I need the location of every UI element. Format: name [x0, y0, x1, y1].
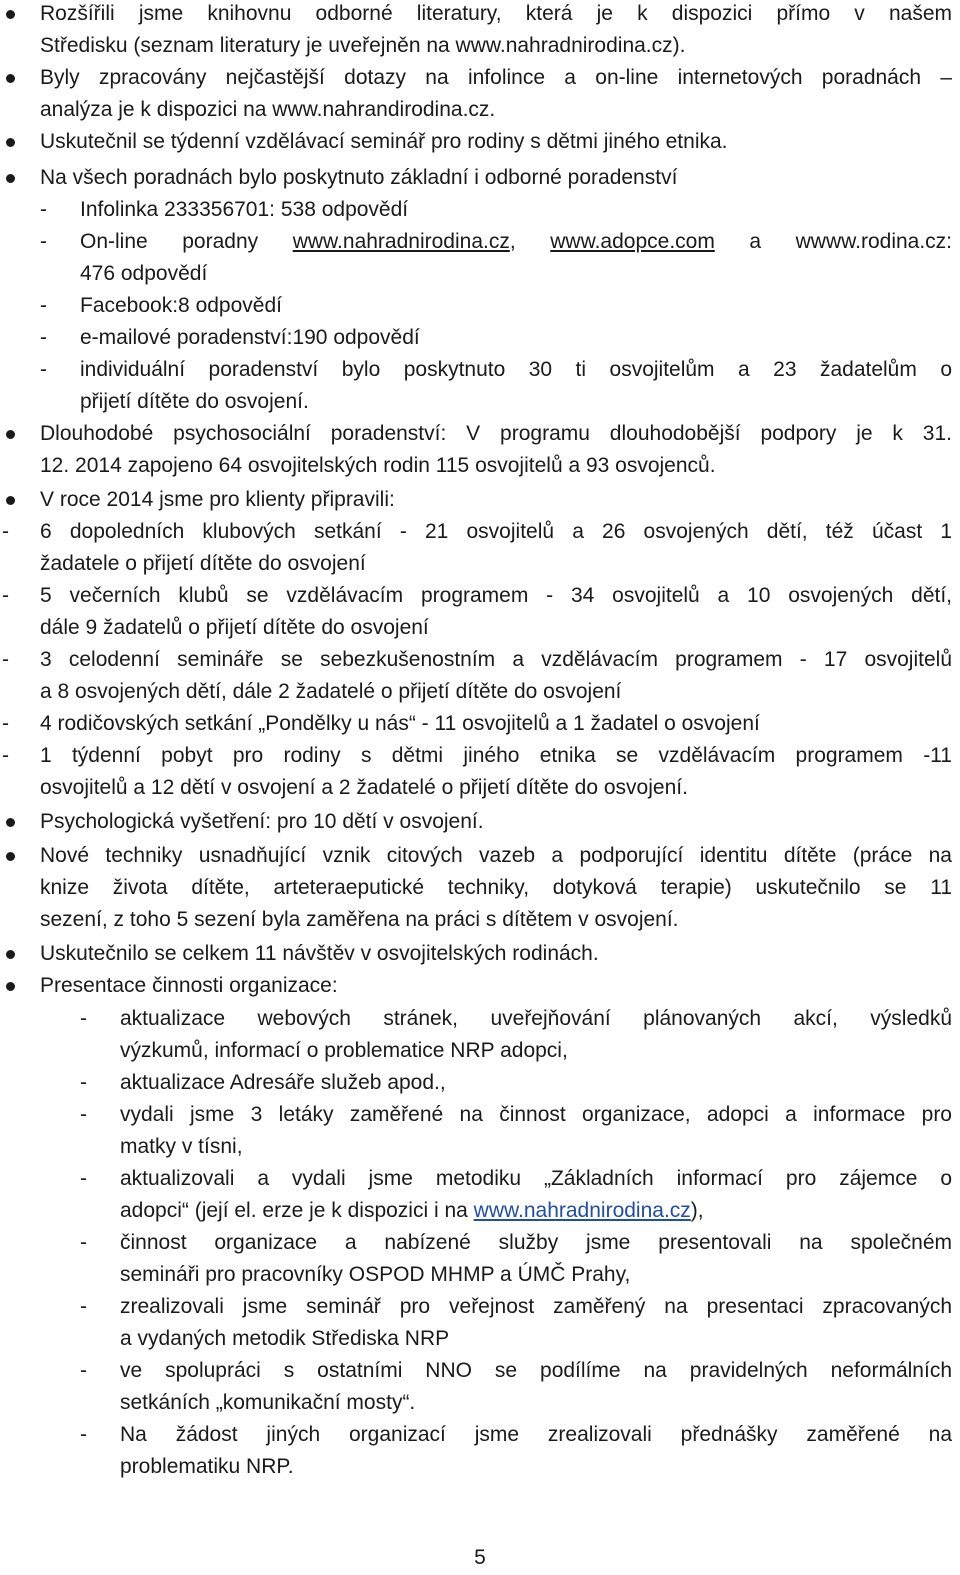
text-segment: aktualizace webových stránek, uveřejňování plánovaných akcí, výsledků — [120, 1007, 952, 1030]
line-text — [40, 418, 952, 450]
line-text — [80, 322, 952, 354]
dash-item — [0, 226, 960, 258]
line-text — [40, 126, 952, 158]
text-segment: Středisku (seznam literatury je uveřejněn na www.nahradnirodina.cz). — [40, 34, 686, 57]
bullet-icon — [6, 818, 15, 827]
dash-item — [0, 1099, 960, 1131]
text-segment: aktualizace Adresáře služeb apod., — [120, 1071, 446, 1094]
dash-item — [0, 644, 960, 676]
line-text — [120, 1163, 952, 1195]
text-segment: výzkumů, informací o problematice NRP adopci, — [120, 1039, 568, 1062]
line-text — [40, 62, 952, 94]
bullet-icon — [6, 430, 15, 439]
dash-item — [0, 1419, 960, 1451]
dash-item — [0, 1003, 960, 1035]
line-text — [40, 644, 952, 676]
line-text — [120, 1099, 952, 1131]
text-segment: Na žádost jiných organizací jsme zrealizovali přednášky zaměřené na — [120, 1423, 952, 1446]
line-text — [80, 354, 952, 386]
text-segment: aktualizovali a vydali jsme metodiku „Základních informací pro zájemce o — [120, 1167, 952, 1190]
text-segment: e-mailové poradenství:190 odpovědí — [80, 326, 420, 349]
line-text — [40, 708, 952, 740]
web-link[interactable]: www.nahradnirodina.cz — [292, 230, 510, 253]
text-segment: Presentace činnosti organizace: — [40, 974, 338, 997]
line-text — [40, 806, 952, 838]
text-segment: Uskutečnil se týdenní vzdělávací seminář pro rodiny s dětmi jiného etnika. — [40, 130, 728, 153]
line-text — [40, 450, 952, 482]
line-text — [40, 612, 952, 644]
line-text — [80, 194, 952, 226]
line-text — [120, 1259, 952, 1291]
bullet-icon — [6, 496, 15, 505]
text-line — [0, 1387, 960, 1419]
bullet-icon — [6, 10, 15, 19]
dash-item — [0, 708, 960, 740]
bullet-icon — [6, 982, 15, 991]
dash-marker: - — [40, 230, 47, 253]
bullet-item — [0, 62, 960, 94]
line-text — [120, 1419, 952, 1451]
text-segment: 476 odpovědí — [80, 262, 208, 285]
text-segment: 12. 2014 zapojeno 64 osvojitelských rodin 115 osvojitelů a 93 osvojenců. — [40, 454, 716, 477]
text-segment: On-line poradny — [80, 230, 293, 253]
text-line — [0, 904, 960, 936]
dash-marker: - — [80, 1295, 87, 1318]
dash-item — [0, 1227, 960, 1259]
text-segment: dále 9 žadatelů o přijetí dítěte do osvojení — [40, 616, 429, 639]
bullet-icon — [6, 950, 15, 959]
dash-marker: - — [80, 1359, 87, 1382]
text-line — [0, 1323, 960, 1355]
bullet-item — [0, 970, 960, 1002]
text-line — [0, 386, 960, 418]
dash-item — [0, 580, 960, 612]
dash-item — [0, 194, 960, 226]
dash-marker: - — [2, 712, 9, 735]
line-text — [40, 0, 952, 30]
dash-marker: - — [80, 1071, 87, 1094]
text-segment: 1 týdenní pobyt pro rodiny s dětmi jiného etnika se vzdělávacím programem -11 — [40, 744, 952, 767]
dash-marker: - — [2, 648, 9, 671]
text-segment: Dlouhodobé psychosociální poradenství: V programu dlouhodobější podpory je k 31. — [40, 422, 952, 445]
line-text — [120, 1387, 952, 1419]
text-segment: adopci“ (její el. erze je k dispozici i na — [120, 1199, 474, 1222]
text-segment: 6 dopoledních klubových setkání - 21 osvojitelů a 26 osvojených dětí, též účast 1 — [40, 520, 952, 543]
line-text — [40, 162, 952, 194]
text-segment: ve spolupráci s ostatními NNO se podílíme na pravidelných neformálních — [120, 1359, 952, 1382]
dash-marker: - — [2, 584, 9, 607]
dash-marker: - — [80, 1231, 87, 1254]
line-text — [40, 548, 952, 580]
line-text — [40, 484, 952, 516]
text-segment: Rozšířili jsme knihovnu odborné literatury, která je k dispozici přímo v našem — [40, 2, 952, 25]
text-segment: Psychologická vyšetření: pro 10 dětí v osvojení. — [40, 810, 484, 833]
text-segment: Nové techniky usnadňující vznik citových vazeb a podporující identitu dítěte (práce na — [40, 844, 952, 867]
line-text — [120, 1035, 952, 1067]
dash-marker: - — [40, 326, 47, 349]
dash-marker: - — [40, 294, 47, 317]
text-segment: 3 celodenní semináře se sebezkušenostním a vzdělávacím programem - 17 osvojitelů — [40, 648, 952, 671]
line-text — [40, 740, 952, 772]
text-segment: matky v tísni, — [120, 1135, 243, 1158]
line-text — [120, 1451, 952, 1483]
bullet-item — [0, 938, 960, 970]
dash-marker: - — [80, 1167, 87, 1190]
text-line — [0, 1451, 960, 1483]
text-segment: činnost organizace a nabízené služby jsme presentovali na společném — [120, 1231, 952, 1254]
bullet-icon — [6, 174, 15, 183]
text-segment: Uskutečnilo se celkem 11 návštěv v osvojitelských rodinách. — [40, 942, 599, 965]
text-segment: vydali jsme 3 letáky zaměřené na činnost organizace, adopci a informace pro — [120, 1103, 952, 1126]
page-number: 5 — [474, 1546, 486, 1569]
dash-marker: - — [40, 358, 47, 381]
text-line — [0, 548, 960, 580]
text-segment: , — [509, 230, 551, 253]
text-segment: a vydaných metodik Střediska NRP — [120, 1327, 450, 1350]
bullet-item — [0, 418, 960, 450]
line-text — [80, 226, 952, 258]
text-line — [0, 1195, 960, 1227]
text-line — [0, 30, 960, 62]
text-segment: Na všech poradnách bylo poskytnuto základní i odborné poradenství — [40, 166, 678, 189]
line-text — [120, 1195, 952, 1227]
bullet-item — [0, 840, 960, 872]
text-segment: semináři pro pracovníky OSPOD MHMP a ÚMČ Prahy, — [120, 1263, 631, 1286]
line-text — [80, 290, 952, 322]
text-segment: individuální poradenství bylo poskytnuto 30 ti osvojitelům a 23 žadatelům o — [80, 358, 952, 381]
dash-item — [0, 1291, 960, 1323]
line-text — [80, 386, 952, 418]
line-text — [40, 938, 952, 970]
text-segment: osvojitelů a 12 dětí v osvojení a 2 žadatelé o přijetí dítěte do osvojení. — [40, 776, 688, 799]
line-text — [40, 516, 952, 548]
line-text — [40, 94, 952, 126]
text-segment: zrealizovali jsme seminář pro veřejnost zaměřený na presentaci zpracovaných — [120, 1295, 952, 1318]
dash-marker: - — [40, 198, 47, 221]
line-text — [40, 772, 952, 804]
bullet-item — [0, 806, 960, 838]
text-line — [0, 258, 960, 290]
text-segment: problematiku NRP. — [120, 1455, 294, 1478]
text-segment: 5 večerních klubů se vzdělávacím programem - 34 osvojitelů a 10 osvojených dětí, — [40, 584, 952, 607]
text-segment: V roce 2014 jsme pro klienty připravili: — [40, 488, 395, 511]
text-segment: knize života dítěte, arteteraeputické techniky, dotyková terapie) uskutečnilo se 11 — [40, 876, 952, 899]
dash-marker: - — [80, 1007, 87, 1030]
line-text — [120, 1003, 952, 1035]
dash-marker: - — [80, 1103, 87, 1126]
text-segment: 4 rodičovských setkání „Pondělky u nás“ - 11 osvojitelů a 1 žadatel o osvojení — [40, 712, 760, 735]
line-text — [40, 970, 952, 1002]
text-line — [0, 1131, 960, 1163]
bullet-icon — [6, 74, 15, 83]
bullet-item — [0, 126, 960, 158]
dash-item — [0, 290, 960, 322]
text-segment: setkáních „komunikační mosty“. — [120, 1391, 416, 1414]
bullet-icon — [6, 852, 15, 861]
bullet-icon — [6, 138, 15, 147]
bullet-item — [0, 162, 960, 194]
line-text — [40, 676, 952, 708]
line-text — [120, 1131, 952, 1163]
line-text — [120, 1323, 952, 1355]
text-segment: Facebook:8 odpovědí — [80, 294, 282, 317]
dash-marker: - — [80, 1423, 87, 1446]
dash-item — [0, 1067, 960, 1099]
line-text — [120, 1291, 952, 1323]
dash-item — [0, 740, 960, 772]
line-text — [120, 1067, 952, 1099]
text-segment: sezení, z toho 5 sezení byla zaměřena na práci s dítětem v osvojení. — [40, 908, 679, 931]
line-text — [40, 840, 952, 872]
dash-item — [0, 1163, 960, 1195]
text-line — [0, 1259, 960, 1291]
text-segment: a wwww.rodina.cz: — [714, 230, 952, 253]
dash-item — [0, 516, 960, 548]
dash-item — [0, 354, 960, 386]
text-segment: Byly zpracovány nejčastější dotazy na infolince a on-line internetových poradnách – — [40, 66, 952, 89]
text-line — [0, 94, 960, 126]
text-line — [0, 1035, 960, 1067]
bullet-item — [0, 0, 960, 30]
bullet-item — [0, 484, 960, 516]
web-link[interactable]: www.nahradnirodina.cz — [473, 1199, 691, 1222]
line-text — [80, 258, 952, 290]
text-segment: Infolinka 233356701: 538 odpovědí — [80, 198, 409, 221]
text-segment: přijetí dítěte do osvojení. — [80, 390, 309, 413]
text-line — [0, 872, 960, 904]
line-text — [40, 904, 952, 936]
text-segment: žadatele o přijetí dítěte do osvojení — [40, 552, 366, 575]
text-segment: ), — [690, 1199, 704, 1222]
line-text — [120, 1227, 952, 1259]
text-line — [0, 450, 960, 482]
text-line — [0, 676, 960, 708]
text-segment: a 8 osvojených dětí, dále 2 žadatelé o přijetí dítěte do osvojení — [40, 680, 622, 703]
line-text — [40, 872, 952, 904]
text-line — [0, 772, 960, 804]
dash-item — [0, 1355, 960, 1387]
text-line — [0, 612, 960, 644]
dash-marker: - — [2, 520, 9, 543]
dash-marker: - — [2, 744, 9, 767]
line-text — [120, 1355, 952, 1387]
text-segment: analýza je k dispozici na www.nahrandirodina.cz. — [40, 98, 496, 121]
line-text — [40, 580, 952, 612]
line-text — [40, 30, 952, 62]
web-link[interactable]: www.adopce.com — [550, 230, 715, 253]
dash-item — [0, 322, 960, 354]
